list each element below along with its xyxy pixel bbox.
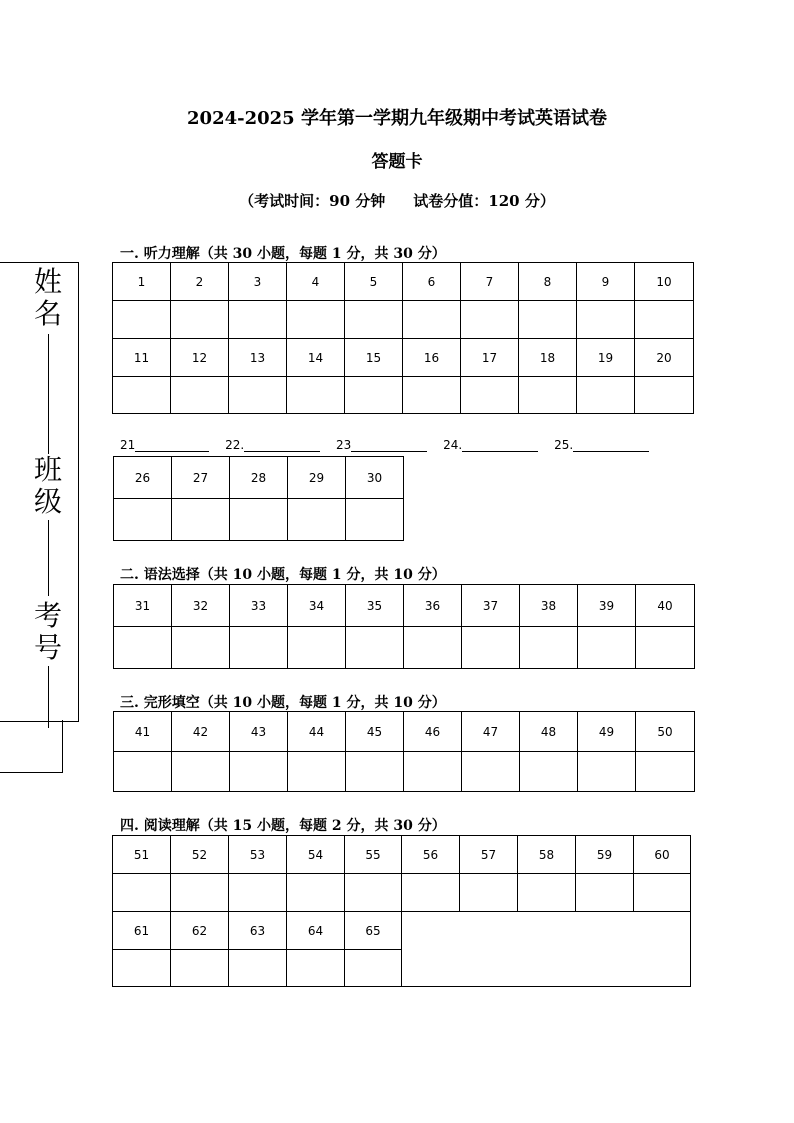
question-number: 62 (171, 912, 229, 950)
answer-cell[interactable] (345, 950, 402, 987)
answer-cell[interactable] (636, 627, 695, 669)
question-number: 42 (172, 712, 230, 752)
question-number: 30 (346, 457, 404, 499)
question-number: 31 (114, 585, 172, 627)
exam-title: 2024-2025 学年第一学期九年级期中考试英语试卷 (187, 108, 607, 129)
answer-cell[interactable] (519, 301, 577, 339)
answer-cell[interactable] (288, 752, 346, 792)
answer-cell[interactable] (518, 874, 576, 912)
question-number: 36 (404, 585, 462, 627)
question-number: 34 (288, 585, 346, 627)
answer-cell[interactable] (113, 950, 171, 987)
question-number: 56 (402, 836, 460, 874)
answer-cell[interactable] (172, 499, 230, 541)
question-number: 29 (288, 457, 346, 499)
answer-cell[interactable] (402, 874, 460, 912)
answer-cell[interactable] (577, 377, 635, 414)
question-number: 19 (577, 339, 635, 377)
question-number: 64 (287, 912, 345, 950)
answer-cell[interactable] (171, 874, 229, 912)
answer-cell[interactable] (287, 377, 345, 414)
answer-cell[interactable] (172, 627, 230, 669)
question-number: 35 (346, 585, 404, 627)
answer-cell[interactable] (634, 874, 691, 912)
question-number: 1 (113, 263, 171, 301)
section3-title: 三. 完形填空（共 10 小题，每题 1 分，共 10 分） (120, 695, 446, 711)
answer-cell[interactable] (345, 377, 403, 414)
question-number: 6 (403, 263, 461, 301)
section2-title: 二. 语法选择（共 10 小题，每题 1 分，共 10 分） (120, 567, 446, 583)
question-number: 17 (461, 339, 519, 377)
question-number: 32 (172, 585, 230, 627)
name-label (32, 266, 64, 330)
answer-cell[interactable] (113, 874, 171, 912)
answer-cell[interactable] (346, 499, 404, 541)
answer-cell[interactable] (462, 752, 520, 792)
name-char-1: 姓 (33, 265, 62, 298)
answer-cell[interactable] (461, 377, 519, 414)
answer-cell[interactable] (229, 950, 287, 987)
answer-cell[interactable] (404, 627, 462, 669)
question-number: 9 (577, 263, 635, 301)
class-char-1: 班 (33, 453, 62, 486)
listening-grid-2 (113, 456, 404, 541)
exam-score: 试卷分值：120 分） (413, 192, 555, 210)
answer-cell[interactable] (636, 752, 695, 792)
answer-cell[interactable] (519, 377, 577, 414)
answer-cell[interactable] (404, 752, 462, 792)
answer-cell[interactable] (114, 627, 172, 669)
question-number: 13 (229, 339, 287, 377)
question-number: 27 (172, 457, 230, 499)
question-number: 40 (636, 585, 695, 627)
exam-time: （考试时间：90 分钟 (239, 192, 386, 210)
question-number: 52 (171, 836, 229, 874)
answer-cell[interactable] (346, 627, 404, 669)
answer-cell[interactable] (287, 874, 345, 912)
question-number: 8 (519, 263, 577, 301)
question-number: 39 (578, 585, 636, 627)
blank-line[interactable] (573, 439, 649, 452)
question-number: 2 (171, 263, 229, 301)
blank-line[interactable] (351, 439, 427, 452)
question-number: 65 (345, 912, 402, 950)
answer-cell[interactable] (171, 377, 229, 414)
question-number: 20 (635, 339, 694, 377)
question-number: 28 (230, 457, 288, 499)
answer-cell[interactable] (345, 874, 402, 912)
section1-title: 一. 听力理解（共 30 小题，每题 1 分，共 30 分） (120, 246, 446, 262)
answer-cell[interactable] (461, 301, 519, 339)
question-number: 45 (346, 712, 404, 752)
class-label (32, 454, 64, 518)
answer-cell[interactable] (403, 301, 461, 339)
question-number: 44 (288, 712, 346, 752)
answer-cell[interactable] (230, 752, 288, 792)
answer-cell[interactable] (171, 950, 229, 987)
blank-number: 21 (120, 438, 136, 452)
question-number: 57 (460, 836, 518, 874)
name-line[interactable] (48, 334, 49, 454)
answer-cell[interactable] (460, 874, 518, 912)
question-number: 4 (287, 263, 345, 301)
answer-cell[interactable] (635, 301, 694, 339)
answer-cell[interactable] (520, 752, 578, 792)
fill-blank-row (120, 438, 661, 452)
question-number: 61 (113, 912, 171, 950)
question-number: 37 (462, 585, 520, 627)
question-number: 53 (229, 836, 287, 874)
question-number: 51 (113, 836, 171, 874)
blank-number: 22. (225, 438, 245, 452)
answer-cell[interactable] (287, 950, 345, 987)
answer-cell[interactable] (577, 301, 635, 339)
question-number: 10 (635, 263, 694, 301)
question-number: 59 (576, 836, 634, 874)
answer-cell[interactable] (230, 499, 288, 541)
class-line[interactable] (48, 520, 49, 596)
blank-number: 24. (443, 438, 463, 452)
question-number: 7 (461, 263, 519, 301)
question-number: 14 (287, 339, 345, 377)
question-number: 50 (636, 712, 695, 752)
question-number: 48 (520, 712, 578, 752)
question-number: 49 (578, 712, 636, 752)
answer-cell[interactable] (635, 377, 694, 414)
question-number: 26 (114, 457, 172, 499)
answer-cell[interactable] (229, 301, 287, 339)
blank-number: 25. (554, 438, 574, 452)
answer-cell[interactable] (172, 752, 230, 792)
blank-line[interactable] (135, 439, 209, 452)
question-number: 47 (462, 712, 520, 752)
answer-cell[interactable] (287, 301, 345, 339)
question-number: 12 (171, 339, 229, 377)
name-char-2: 名 (33, 297, 62, 330)
number-label (32, 600, 64, 664)
answer-cell[interactable] (462, 627, 520, 669)
answer-cell[interactable] (346, 752, 404, 792)
question-number: 38 (520, 585, 578, 627)
exam-info (0, 190, 794, 211)
answer-cell[interactable] (288, 499, 346, 541)
answer-cell[interactable] (578, 627, 636, 669)
question-number: 55 (345, 836, 402, 874)
answer-cell[interactable] (403, 377, 461, 414)
answer-cell[interactable] (230, 627, 288, 669)
question-number: 18 (519, 339, 577, 377)
grammar-grid (113, 584, 695, 669)
question-number: 33 (230, 585, 288, 627)
number-char-2: 号 (33, 631, 62, 664)
answer-cell[interactable] (288, 627, 346, 669)
answer-cell[interactable] (578, 752, 636, 792)
answer-sheet-title: 答题卡 (371, 152, 423, 172)
cloze-grid (113, 711, 695, 792)
answer-cell[interactable] (114, 752, 172, 792)
answer-cell[interactable] (113, 301, 171, 339)
question-number: 11 (113, 339, 171, 377)
blank-line[interactable] (244, 439, 320, 452)
question-number: 43 (230, 712, 288, 752)
question-number: 15 (345, 339, 403, 377)
question-number: 58 (518, 836, 576, 874)
question-number: 16 (403, 339, 461, 377)
question-number: 54 (287, 836, 345, 874)
reading-grid (112, 835, 691, 987)
number-line[interactable] (48, 666, 49, 728)
class-char-2: 级 (33, 485, 62, 518)
answer-cell[interactable] (114, 499, 172, 541)
question-number: 41 (114, 712, 172, 752)
blank-number: 23 (336, 438, 352, 452)
answer-cell[interactable] (229, 377, 287, 414)
answer-cell[interactable] (345, 301, 403, 339)
question-number: 5 (345, 263, 403, 301)
answer-cell[interactable] (171, 301, 229, 339)
question-number: 63 (229, 912, 287, 950)
student-info-box-lower (0, 720, 63, 773)
answer-cell[interactable] (229, 874, 287, 912)
answer-cell[interactable] (576, 874, 634, 912)
listening-grid (112, 262, 694, 414)
question-number: 60 (634, 836, 691, 874)
blank-line[interactable] (462, 439, 538, 452)
section4-title: 四. 阅读理解（共 15 小题，每题 2 分，共 30 分） (120, 818, 446, 834)
number-char-1: 考 (33, 599, 62, 632)
answer-cell[interactable] (113, 377, 171, 414)
question-number: 46 (404, 712, 462, 752)
question-number: 3 (229, 263, 287, 301)
answer-cell[interactable] (520, 627, 578, 669)
empty-area (402, 912, 691, 987)
